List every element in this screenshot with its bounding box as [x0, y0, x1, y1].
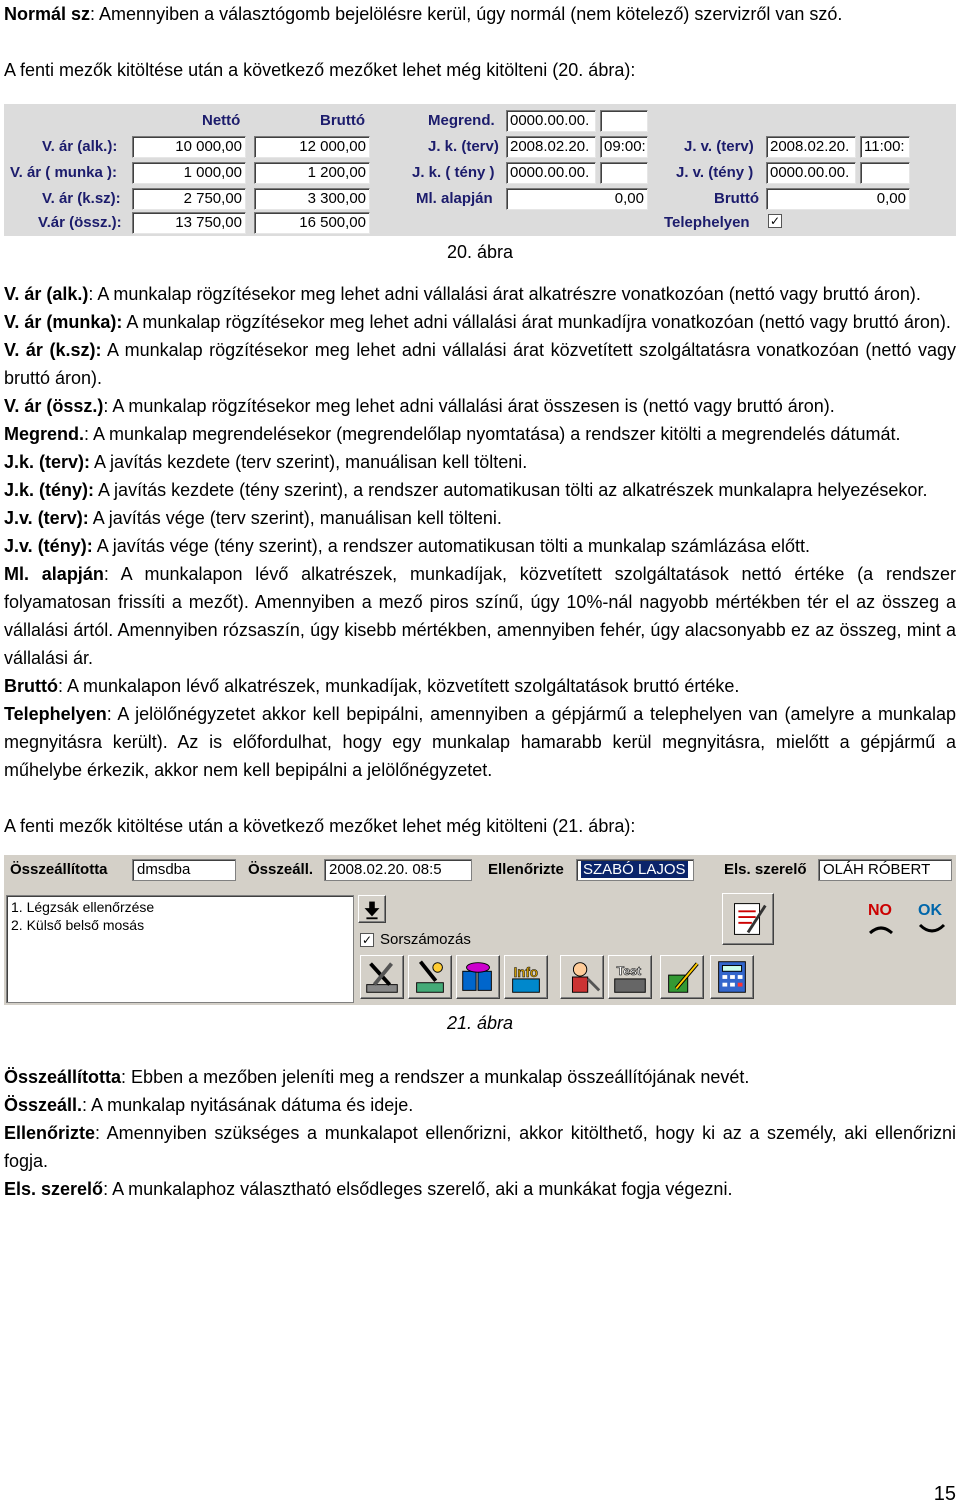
test-button[interactable] — [608, 955, 652, 999]
task-list[interactable] — [6, 895, 354, 1003]
no-label: NO — [868, 902, 892, 919]
term: V. ár (munka): — [4, 312, 123, 332]
def-brutto — [4, 672, 956, 700]
field-v-ar-ossz-netto[interactable]: 13 750,00 — [132, 212, 246, 234]
mechanic-icon — [561, 956, 603, 998]
hammer-wrench-icon — [361, 956, 403, 998]
definition-text: A javítás kezdete (terv szerint), manuálisan kell tölteni. — [90, 452, 528, 472]
field-megrend-time[interactable] — [600, 110, 648, 132]
definitions-list — [4, 280, 956, 784]
definition-text: : A munkalap nyitásának dátuma és ideje. — [82, 1095, 414, 1115]
term: V. ár (alk.) — [4, 284, 89, 304]
notes-button[interactable] — [722, 893, 774, 945]
list-item[interactable]: 2. Külső belső mosás — [11, 917, 145, 933]
edit-button[interactable] — [660, 955, 704, 999]
def-els-szerelo — [4, 1175, 956, 1203]
label-els-szerelo: Els. szerelő — [724, 861, 807, 878]
def-jk-teny — [4, 476, 956, 504]
field-ml-alapjan[interactable]: 0,00 — [506, 188, 648, 210]
def-jv-teny — [4, 532, 956, 560]
definition-text: : A munkalaphoz választható elsődleges szerelő, aki a munkákat fogja végezni. — [103, 1179, 733, 1199]
field-jk-terv-date[interactable]: 2008.02.20. — [506, 136, 596, 158]
definitions-list-2 — [4, 1063, 956, 1203]
term: Megrend. — [4, 424, 85, 444]
term: Összeállította — [4, 1067, 122, 1087]
ok-button[interactable] — [908, 895, 956, 945]
notes-icon — [723, 894, 773, 944]
calculator-icon — [711, 956, 753, 998]
paragraph-intro-fig21: A fenti mezők kitöltése után a következő mezőket lehet még kitölteni (21. ábra): — [4, 816, 636, 836]
document-body — [4, 0, 956, 1203]
definition-text: A javítás kezdete (tény szerint), a rendszer automatikusan tölti az alkatrészek munkalapra helyezésekor. — [94, 480, 928, 500]
term: Ml. alapján — [4, 564, 104, 584]
field-jk-teny-date[interactable]: 0000.00.00. — [506, 162, 596, 184]
label-v-ar-alk: V. ár (alk.): — [42, 138, 118, 155]
field-v-ar-ksz-netto[interactable]: 2 750,00 — [132, 188, 246, 210]
term-normal: Normál sz — [4, 4, 91, 24]
term: Ellenőrizte — [4, 1123, 96, 1143]
def-jv-terv — [4, 504, 956, 532]
field-jv-terv-date[interactable]: 2008.02.20. — [766, 136, 856, 158]
test-icon — [609, 956, 651, 998]
service-button[interactable] — [560, 955, 604, 999]
label-sorszamozas: Sorszámozás — [380, 931, 471, 948]
definition-text: : A munkalap rögzítésekor meg lehet adni vállalási árat alkatrészre vonatkozóan (nettó vagy bruttó áron). — [88, 284, 921, 304]
barrels-icon — [457, 956, 499, 998]
def-jk-terv — [4, 448, 956, 476]
info-label: Info — [513, 965, 539, 980]
down-arrow-icon — [359, 896, 385, 922]
field-v-ar-ossz-brutto[interactable]: 16 500,00 — [254, 212, 370, 234]
test-label: Test — [616, 964, 642, 979]
definition-text: A javítás vége (terv szerint), manuálisan kell tölteni. — [88, 508, 502, 528]
label-telephelyen: Telephelyen — [664, 214, 750, 231]
def-v-ar-alk — [4, 280, 956, 308]
label-v-ar-ksz: V. ár (k.sz): — [42, 190, 121, 207]
telephelyen-checkbox[interactable]: ✓ — [769, 214, 781, 228]
definition-text: : Amennyiben szükséges a munkalapot ellenőrizni, akkor kitölthető, hogy ki az a személy, aki ellenőrizni fogja. — [4, 1123, 956, 1171]
definition-text: : A munkalapon lévő alkatrészek, munkadíjak, közvetített szolgáltatások nettó értéke (a rendszer folyamatosan frissíti a mezőt). Amennyiben a mező piros színű, úgy 10%-nál nagyobb mértékben tér el az összeg a vállalási ártól. Amennyiben rózsaszín, úgy kisebb mértékben, amennyiben fehér, úgy alacsonyabb ez az összeg, mint a vállalási ár. — [4, 564, 956, 668]
definition-text: A munkalap rögzítésekor meg lehet adni vállalási árat munkadíjra vonatkozóan (nettó vagy bruttó áron). — [122, 312, 951, 332]
figure-21-caption: 21. ábra — [446, 1013, 514, 1033]
def-megrend — [4, 420, 956, 448]
definition-text: : A munkalapon lévő alkatrészek, munkadíjak, közvetített szolgáltatások bruttó értéke. — [57, 676, 740, 696]
label-v-ar-munka: V. ár ( munka ): — [10, 164, 117, 181]
term: V. ár (össz.) — [4, 396, 104, 416]
field-jv-teny-date[interactable]: 0000.00.00. — [766, 162, 856, 184]
figure-21-toolbar — [4, 854, 956, 1005]
term: Összeáll. — [4, 1095, 83, 1115]
field-jv-teny-time[interactable] — [860, 162, 910, 184]
figure-20-form — [4, 104, 956, 236]
definition-text: : A munkalap rögzítésekor meg lehet adni vállalási árat összesen is (nettó vagy bruttó áron). — [103, 396, 835, 416]
work-button[interactable] — [408, 955, 452, 999]
field-v-ar-alk-netto[interactable]: 10 000,00 — [132, 136, 246, 158]
no-button[interactable] — [856, 895, 906, 945]
field-osszeallitotta[interactable]: dmsdba — [132, 859, 236, 881]
label-osszeall: Összeáll. — [248, 861, 314, 878]
field-jk-terv-time[interactable]: 09:00: — [600, 136, 648, 158]
field-ellenorizte[interactable] — [576, 859, 694, 881]
definition-text: A javítás vége (tény szerint), a rendszer automatikusan tölti a munkalap számlázása előtt. — [92, 536, 811, 556]
definition-text: A munkalap rögzítésekor meg lehet adni vállalási árat közvetített szolgáltatásra vonatkozóan (nettó vagy bruttó áron). — [4, 340, 956, 388]
field-els-szerelo[interactable]: OLÁH RÓBERT — [818, 859, 952, 881]
column-header-netto: Nettó — [202, 112, 241, 129]
term: V. ár (k.sz): — [4, 340, 102, 360]
label-osszeallitotta: Összeállította — [10, 861, 108, 878]
field-v-ar-munka-brutto[interactable]: 1 200,00 — [254, 162, 370, 184]
pencil-icon — [661, 956, 703, 998]
term: Bruttó — [4, 676, 58, 696]
info-button[interactable] — [504, 955, 548, 999]
def-v-ar-munka — [4, 308, 956, 336]
label-ellenorizte: Ellenőrizte — [488, 861, 564, 878]
label-jk-teny: J. k. ( tény ) — [412, 164, 495, 181]
sad-face-icon — [856, 895, 906, 945]
field-v-ar-alk-brutto[interactable]: 12 000,00 — [254, 136, 370, 158]
def-ellenorizte — [4, 1119, 956, 1175]
label-jv-teny: J. v. (tény ) — [676, 164, 754, 181]
list-item[interactable]: 1. Légzsák ellenőrzése — [11, 899, 155, 915]
label-megrend: Megrend. — [428, 112, 495, 129]
page-number: 15 — [933, 1483, 956, 1505]
def-v-ar-ossz — [4, 392, 956, 420]
term: Telephelyen — [4, 704, 107, 724]
label-ml-alapjan: Ml. alapján — [416, 190, 493, 207]
field-brutto[interactable]: 0,00 — [766, 188, 910, 210]
term: J.v. (terv): — [4, 508, 89, 528]
ok-label: OK — [918, 902, 942, 919]
def-ml-alapjan — [4, 560, 956, 672]
figure-20-caption: 20. ábra — [446, 242, 514, 262]
parts-button[interactable] — [456, 955, 500, 999]
term: Els. szerelő — [4, 1179, 104, 1199]
field-jk-teny-time[interactable] — [600, 162, 648, 184]
column-header-brutto: Bruttó — [320, 112, 365, 129]
def-osszeall — [4, 1091, 956, 1119]
smile-face-icon — [908, 895, 956, 945]
field-osszeall[interactable]: 2008.02.20. 08:5 — [324, 859, 472, 881]
def-v-ar-ksz — [4, 336, 956, 392]
ellenorizte-selected-text: SZABÓ LAJOS — [583, 861, 686, 878]
label-brutto: Bruttó — [714, 190, 759, 207]
definition-text: : Ebben a mezőben jeleníti meg a rendszer a munkalap összeállítójának nevét. — [121, 1067, 750, 1087]
down-arrow-button[interactable] — [358, 895, 386, 923]
definition-text: : Amennyiben a választógomb bejelölésre kerül, úgy normál (nem kötelező) szervizről van szó. — [90, 4, 843, 24]
label-v-ar-ossz: V.ár (össz.): — [38, 214, 122, 231]
field-megrend-date[interactable]: 0000.00.00. — [506, 110, 596, 132]
sorszamozas-checkbox[interactable]: ✓ — [361, 933, 373, 947]
paragraph-intro-fig20: A fenti mezők kitöltése után a következő mezőket lehet még kitölteni (20. ábra): — [4, 60, 636, 80]
def-osszeallitotta — [4, 1063, 956, 1091]
term: J.k. (tény): — [4, 480, 95, 500]
field-v-ar-ksz-brutto[interactable]: 3 300,00 — [254, 188, 370, 210]
tools-button[interactable] — [360, 955, 404, 999]
term: J.k. (terv): — [4, 452, 91, 472]
label-jk-terv: J. k. (terv) — [428, 138, 499, 155]
definition-text: : A jelölőnégyzetet akkor kell bepipálni, amennyiben a gépjármű a telephelyen van (amelyre a munkalap megnyitásra került). Az is előfordulhat, hogy egy munkalap hamarabb kerül megnyitásra, mielőtt a gépjármű a műhelybe érkezik, akkor nem kell bepipálni a jelölőnégyzetet. — [4, 704, 956, 780]
field-jv-terv-time[interactable]: 11:00: — [860, 136, 910, 158]
definition-text: : A munkalap megrendelésekor (megrendelőlap nyomtatása) a rendszer kitölti a megrendelés dátumát. — [84, 424, 901, 444]
def-telephelyen — [4, 700, 956, 784]
work-tools-icon — [409, 956, 451, 998]
info-icon — [505, 956, 547, 998]
field-v-ar-munka-netto[interactable]: 1 000,00 — [132, 162, 246, 184]
calculator-button[interactable] — [710, 955, 754, 999]
term: J.v. (tény): — [4, 536, 93, 556]
label-jv-terv: J. v. (terv) — [684, 138, 754, 155]
paragraph-normal — [4, 0, 956, 28]
